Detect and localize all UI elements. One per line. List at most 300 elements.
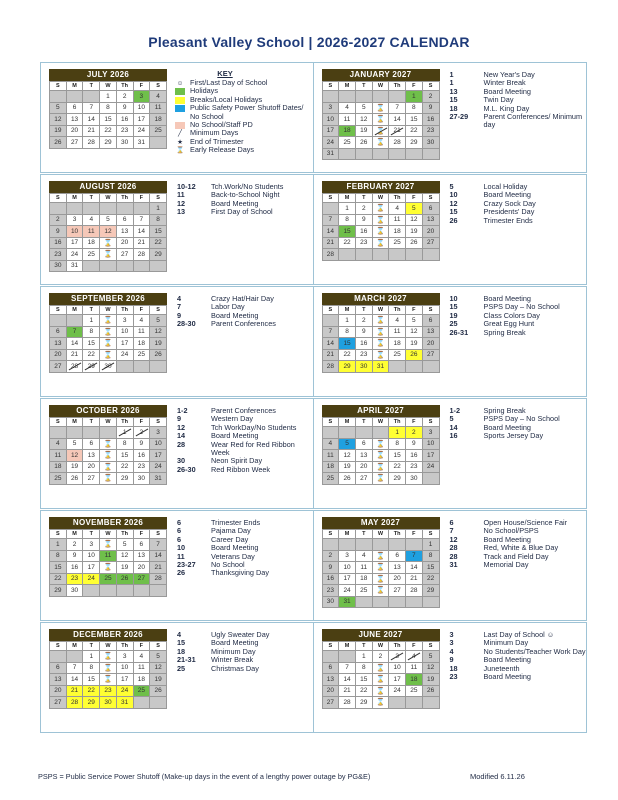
weekday-header: W xyxy=(100,530,117,539)
empty-cell xyxy=(66,651,83,663)
day-cell: 22 xyxy=(339,349,356,361)
day-cell: 26 xyxy=(406,237,423,249)
day-cell: 17 xyxy=(116,338,133,350)
day-cell: ⌛ xyxy=(372,137,389,149)
events-list xyxy=(167,287,313,396)
event-date: 26 xyxy=(177,568,186,578)
empty-cell xyxy=(339,539,356,551)
empty-cell xyxy=(100,585,117,597)
day-cell: 1 xyxy=(389,427,406,439)
event-date: 12 xyxy=(449,534,458,544)
month-panel xyxy=(314,511,587,620)
weekday-header: S xyxy=(322,418,339,427)
day-cell: 11 xyxy=(83,226,100,238)
day-cell: 22 xyxy=(116,461,133,473)
day-cell: 17 xyxy=(133,114,150,126)
day-cell: 18 xyxy=(389,226,406,238)
weekday-header: T xyxy=(355,82,372,91)
day-cell: 8 xyxy=(116,438,133,450)
day-cell: 31 xyxy=(322,148,339,160)
day-cell: 19 xyxy=(66,461,83,473)
event-item xyxy=(177,466,313,474)
day-cell: ⌛ xyxy=(100,562,117,574)
day-cell: 22 xyxy=(422,573,439,585)
day-cell: 13 xyxy=(422,214,439,226)
day-cell: 22 xyxy=(150,237,167,249)
events-list xyxy=(440,511,587,620)
day-cell: 11 xyxy=(133,326,150,338)
weekday-header: W xyxy=(372,194,389,203)
day-cell: 8 xyxy=(355,662,372,674)
weekday-header: T xyxy=(83,82,100,91)
empty-cell xyxy=(150,260,167,272)
day-cell: 26 xyxy=(422,685,439,697)
day-cell: 12 xyxy=(355,114,372,126)
day-cell: 13 xyxy=(355,450,372,462)
day-cell: 23 xyxy=(100,685,117,697)
day-cell: 21 xyxy=(406,573,423,585)
event-date: 6 xyxy=(177,534,182,544)
day-cell: 22 xyxy=(406,125,423,137)
day-cell: 4 xyxy=(322,438,339,450)
day-cell: 16 xyxy=(133,450,150,462)
day-cell: 15 xyxy=(116,450,133,462)
day-cell: ⌛ xyxy=(100,651,117,663)
day-cell: 27 xyxy=(50,361,67,373)
month-grid xyxy=(49,529,167,597)
day-cell: 31 xyxy=(339,596,356,608)
weekday-header: Th xyxy=(116,82,133,91)
day-cell: 23 xyxy=(133,461,150,473)
day-cell: 20 xyxy=(83,461,100,473)
weekday-header: M xyxy=(66,82,83,91)
event-date: 18 xyxy=(449,663,458,673)
day-cell: 27 xyxy=(422,349,439,361)
day-cell: ⌛ xyxy=(372,674,389,686)
day-cell: 25 xyxy=(389,349,406,361)
day-cell: 31 xyxy=(133,137,150,149)
weekday-header: Th xyxy=(116,306,133,315)
day-cell: 16 xyxy=(66,562,83,574)
day-cell: 19 xyxy=(406,338,423,350)
empty-cell xyxy=(83,203,100,215)
day-cell: 19 xyxy=(116,562,133,574)
day-cell: 5 xyxy=(406,315,423,327)
day-cell: 9 xyxy=(50,226,67,238)
legend-symbol-icon: ╱ xyxy=(178,130,182,138)
events-list xyxy=(440,399,587,508)
event-date: 26-30 xyxy=(177,464,196,474)
day-cell: 15 xyxy=(406,114,423,126)
day-cell: 12 xyxy=(116,550,133,562)
day-cell: 27 xyxy=(422,237,439,249)
empty-cell xyxy=(372,91,389,103)
day-cell: 17 xyxy=(66,237,83,249)
day-cell: 22 xyxy=(339,237,356,249)
day-cell: 20 xyxy=(389,573,406,585)
weekday-header: M xyxy=(66,530,83,539)
event-date: 14 xyxy=(449,422,458,432)
day-cell: 8 xyxy=(406,102,423,114)
day-cell: 25 xyxy=(133,685,150,697)
event-text: Board Meeting xyxy=(483,655,531,665)
day-cell: 14 xyxy=(406,562,423,574)
event-text: Thanksgiving Day xyxy=(211,568,269,578)
empty-cell xyxy=(372,427,389,439)
event-text: Minimum Day xyxy=(211,646,256,656)
day-cell: 23 xyxy=(355,237,372,249)
weekday-header: Th xyxy=(116,530,133,539)
month-grid xyxy=(322,641,440,709)
calendar-grid xyxy=(40,62,587,734)
month-calendar xyxy=(49,293,167,396)
day-cell: 11 xyxy=(406,662,423,674)
month-grid xyxy=(49,81,167,149)
day-cell: 30 xyxy=(100,361,117,373)
day-cell: 20 xyxy=(422,226,439,238)
day-cell: 21 xyxy=(322,349,339,361)
event-text: Track and Field Day xyxy=(483,551,549,561)
day-cell: 8 xyxy=(339,214,356,226)
month-calendar xyxy=(49,405,167,508)
event-date: 23-27 xyxy=(177,560,196,570)
day-cell: 14 xyxy=(389,114,406,126)
month-panel xyxy=(314,399,587,508)
day-cell: 20 xyxy=(50,349,67,361)
day-cell: 7 xyxy=(322,214,339,226)
month-panel xyxy=(41,175,314,284)
day-cell: 15 xyxy=(83,674,100,686)
day-cell: 1 xyxy=(83,315,100,327)
day-cell: ⌛ xyxy=(372,338,389,350)
empty-cell xyxy=(50,91,67,103)
event-text: Great Egg Hunt xyxy=(483,319,535,329)
day-cell: 14 xyxy=(133,226,150,238)
day-cell: 7 xyxy=(322,326,339,338)
day-cell: 10 xyxy=(339,562,356,574)
day-cell: 27 xyxy=(116,249,133,261)
day-cell: 9 xyxy=(116,102,133,114)
day-cell: 25 xyxy=(150,125,167,137)
day-cell: 11 xyxy=(133,662,150,674)
legend-label: Minimum Days xyxy=(190,128,239,138)
empty-cell xyxy=(339,249,356,261)
day-cell: 1 xyxy=(83,651,100,663)
day-cell: ⌛ xyxy=(372,461,389,473)
day-cell: 29 xyxy=(150,249,167,261)
legend-swatch xyxy=(175,97,185,104)
event-text: Trimester Ends xyxy=(483,215,533,225)
day-cell: 27 xyxy=(133,573,150,585)
event-text: Parent Conferences xyxy=(211,406,276,415)
weekday-header: F xyxy=(133,82,150,91)
day-cell: 14 xyxy=(150,550,167,562)
day-cell: 8 xyxy=(339,326,356,338)
weekday-header: W xyxy=(100,194,117,203)
day-cell: ⌛ xyxy=(372,473,389,485)
events-list xyxy=(440,175,587,284)
day-cell: 4 xyxy=(355,550,372,562)
weekday-header: F xyxy=(406,306,423,315)
day-cell: 11 xyxy=(389,326,406,338)
event-text: No School/PSPS xyxy=(483,526,539,536)
day-cell: 10 xyxy=(83,550,100,562)
day-cell: 7 xyxy=(406,550,423,562)
weekday-header: S xyxy=(50,642,67,651)
month-title: NOVEMBER 2026 xyxy=(49,517,167,529)
event-text: Parent Conferences xyxy=(211,319,276,329)
day-cell: 21 xyxy=(66,685,83,697)
day-cell: 23 xyxy=(422,125,439,137)
weekday-header: S xyxy=(422,642,439,651)
weekday-header: Th xyxy=(389,82,406,91)
month-calendar xyxy=(322,69,440,172)
day-cell: 8 xyxy=(83,326,100,338)
day-cell: 13 xyxy=(50,674,67,686)
event-item xyxy=(450,217,587,225)
day-cell: 6 xyxy=(50,326,67,338)
event-text: Winter Break xyxy=(483,78,526,88)
event-date: 5 xyxy=(449,182,454,191)
month-title: MAY 2027 xyxy=(322,517,440,529)
day-cell: 4 xyxy=(133,651,150,663)
day-cell: 4 xyxy=(389,315,406,327)
empty-cell xyxy=(389,361,406,373)
day-cell: 15 xyxy=(150,226,167,238)
events-list xyxy=(440,623,587,732)
day-cell: 18 xyxy=(133,674,150,686)
day-cell: 24 xyxy=(83,573,100,585)
event-text: Labor Day xyxy=(211,302,245,312)
event-date: 16 xyxy=(449,431,458,441)
day-cell: 30 xyxy=(422,137,439,149)
day-cell: 7 xyxy=(66,662,83,674)
weekday-header: W xyxy=(372,418,389,427)
day-cell: 23 xyxy=(406,461,423,473)
day-cell: 15 xyxy=(355,674,372,686)
empty-cell xyxy=(389,539,406,551)
day-cell: ⌛ xyxy=(372,237,389,249)
event-date: 28-30 xyxy=(177,319,196,329)
month-calendar xyxy=(322,629,440,732)
day-cell: 3 xyxy=(83,539,100,551)
day-cell: 22 xyxy=(50,573,67,585)
weekday-header: M xyxy=(66,418,83,427)
month-calendar xyxy=(322,517,440,620)
event-text: Memorial Day xyxy=(483,560,529,570)
empty-cell xyxy=(322,315,339,327)
legend-label: End of Trimester xyxy=(190,136,244,146)
day-cell: 27 xyxy=(83,473,100,485)
legend-item xyxy=(175,104,313,121)
day-cell: 7 xyxy=(66,326,83,338)
legend-label: First/Last Day of School xyxy=(190,78,268,87)
event-date: 12 xyxy=(177,198,186,208)
event-text: Western Day xyxy=(211,414,254,424)
empty-cell xyxy=(389,249,406,261)
day-cell: 19 xyxy=(355,125,372,137)
month-grid xyxy=(49,417,167,485)
day-cell: 27 xyxy=(389,585,406,597)
day-cell: 8 xyxy=(389,438,406,450)
day-cell: 18 xyxy=(406,674,423,686)
day-cell: 2 xyxy=(66,539,83,551)
day-cell: 6 xyxy=(116,214,133,226)
day-cell: 10 xyxy=(389,662,406,674)
day-cell: ⌛ xyxy=(100,349,117,361)
day-cell: 24 xyxy=(133,125,150,137)
day-cell: 28 xyxy=(389,137,406,149)
event-date: 6 xyxy=(177,526,182,536)
event-date: 28 xyxy=(449,543,458,553)
day-cell: 14 xyxy=(322,226,339,238)
month-title: MARCH 2027 xyxy=(322,293,440,305)
day-cell: 27 xyxy=(66,137,83,149)
day-cell: 30 xyxy=(355,361,372,373)
day-cell: 21 xyxy=(322,237,339,249)
day-cell: 22 xyxy=(100,125,117,137)
month-grid xyxy=(322,417,440,485)
day-cell: 16 xyxy=(322,573,339,585)
event-text: Open House/Science Fair xyxy=(483,518,568,527)
event-item xyxy=(177,569,313,577)
event-date: 4 xyxy=(177,294,182,303)
empty-cell xyxy=(116,361,133,373)
day-cell: 29 xyxy=(100,137,117,149)
month-panel xyxy=(41,63,314,172)
weekday-header: M xyxy=(66,642,83,651)
day-cell: 6 xyxy=(322,662,339,674)
day-cell: 5 xyxy=(422,651,439,663)
day-cell: 18 xyxy=(50,461,67,473)
month-grid xyxy=(49,305,167,373)
event-date: 18 xyxy=(449,103,458,113)
day-cell: 21 xyxy=(389,125,406,137)
day-cell: 3 xyxy=(339,550,356,562)
day-cell: 15 xyxy=(339,226,356,238)
legend-label: Early Release Days xyxy=(190,145,255,155)
day-cell: 3 xyxy=(66,214,83,226)
weekday-header: W xyxy=(372,530,389,539)
empty-cell xyxy=(406,596,423,608)
day-cell: 3 xyxy=(150,427,167,439)
events-list xyxy=(440,63,587,172)
month-grid xyxy=(322,81,440,160)
day-cell: 29 xyxy=(389,473,406,485)
calendar-row xyxy=(40,286,587,397)
empty-cell xyxy=(339,91,356,103)
event-text: Juneteenth xyxy=(483,663,520,673)
day-cell: 7 xyxy=(83,102,100,114)
empty-cell xyxy=(116,203,133,215)
day-cell: 1 xyxy=(339,203,356,215)
event-text: M.L. King Day xyxy=(483,103,530,113)
day-cell: 17 xyxy=(339,573,356,585)
event-date: 26 xyxy=(449,215,458,225)
day-cell: 5 xyxy=(339,438,356,450)
month-title: FEBRUARY 2027 xyxy=(322,181,440,193)
month-panel xyxy=(41,287,314,396)
event-date: 11 xyxy=(177,551,185,561)
day-cell: ⌛ xyxy=(100,249,117,261)
legend-symbol-icon: ☺ xyxy=(176,80,184,87)
day-cell: 1 xyxy=(50,539,67,551)
weekday-header: T xyxy=(355,530,372,539)
day-cell: 19 xyxy=(150,674,167,686)
day-cell: 26 xyxy=(66,473,83,485)
event-date: 27-29 xyxy=(449,112,469,122)
day-cell: ⌛ xyxy=(372,573,389,585)
event-date: 10-12 xyxy=(177,182,196,191)
empty-cell xyxy=(133,361,150,373)
day-cell: 12 xyxy=(100,226,117,238)
event-text: Winter Break xyxy=(211,655,254,665)
day-cell: 19 xyxy=(150,338,167,350)
empty-cell xyxy=(322,539,339,551)
event-text: Last Day of School ☺ xyxy=(483,630,555,639)
day-cell: 28 xyxy=(322,361,339,373)
day-cell: 24 xyxy=(116,685,133,697)
day-cell: 29 xyxy=(50,585,67,597)
day-cell: 2 xyxy=(422,91,439,103)
day-cell: 4 xyxy=(150,91,167,103)
day-cell: 16 xyxy=(355,226,372,238)
empty-cell xyxy=(422,596,439,608)
day-cell: 23 xyxy=(322,585,339,597)
empty-cell xyxy=(406,361,423,373)
day-cell: 17 xyxy=(389,674,406,686)
day-cell: 13 xyxy=(322,674,339,686)
day-cell: 22 xyxy=(389,461,406,473)
event-date: 15 xyxy=(449,207,458,217)
weekday-header: S xyxy=(322,306,339,315)
event-date: 19 xyxy=(449,310,458,320)
empty-cell xyxy=(83,427,100,439)
month-grid xyxy=(49,641,167,709)
weekday-header: Th xyxy=(116,418,133,427)
day-cell: 31 xyxy=(372,361,389,373)
event-text: Local Holiday xyxy=(483,182,528,191)
day-cell: ⌛ xyxy=(372,114,389,126)
day-cell: 28 xyxy=(339,697,356,709)
weekday-header: F xyxy=(133,530,150,539)
day-cell: 18 xyxy=(389,338,406,350)
day-cell: 16 xyxy=(116,114,133,126)
event-date: 1 xyxy=(449,70,454,79)
month-calendar xyxy=(322,405,440,508)
day-cell: 3 xyxy=(389,651,406,663)
calendar-row xyxy=(40,62,587,173)
day-cell: 4 xyxy=(50,438,67,450)
event-text: PSPS Day – No School xyxy=(483,302,560,312)
day-cell: ⌛ xyxy=(372,450,389,462)
day-cell: 29 xyxy=(406,137,423,149)
day-cell: 11 xyxy=(50,450,67,462)
month-grid xyxy=(49,193,167,272)
weekday-header: T xyxy=(355,306,372,315)
event-date: 9 xyxy=(177,414,182,424)
weekday-header: M xyxy=(339,530,356,539)
day-cell: 21 xyxy=(133,237,150,249)
legend-symbol-icon: ★ xyxy=(177,138,183,146)
event-text: Pajama Day xyxy=(211,526,251,536)
event-text: New Year's Day xyxy=(483,70,535,79)
month-calendar xyxy=(322,181,440,284)
modified-date: Modified 6.11.26 xyxy=(470,772,525,781)
event-text: Board Meeting xyxy=(211,431,259,441)
day-cell: 20 xyxy=(116,237,133,249)
day-cell: 8 xyxy=(50,550,67,562)
